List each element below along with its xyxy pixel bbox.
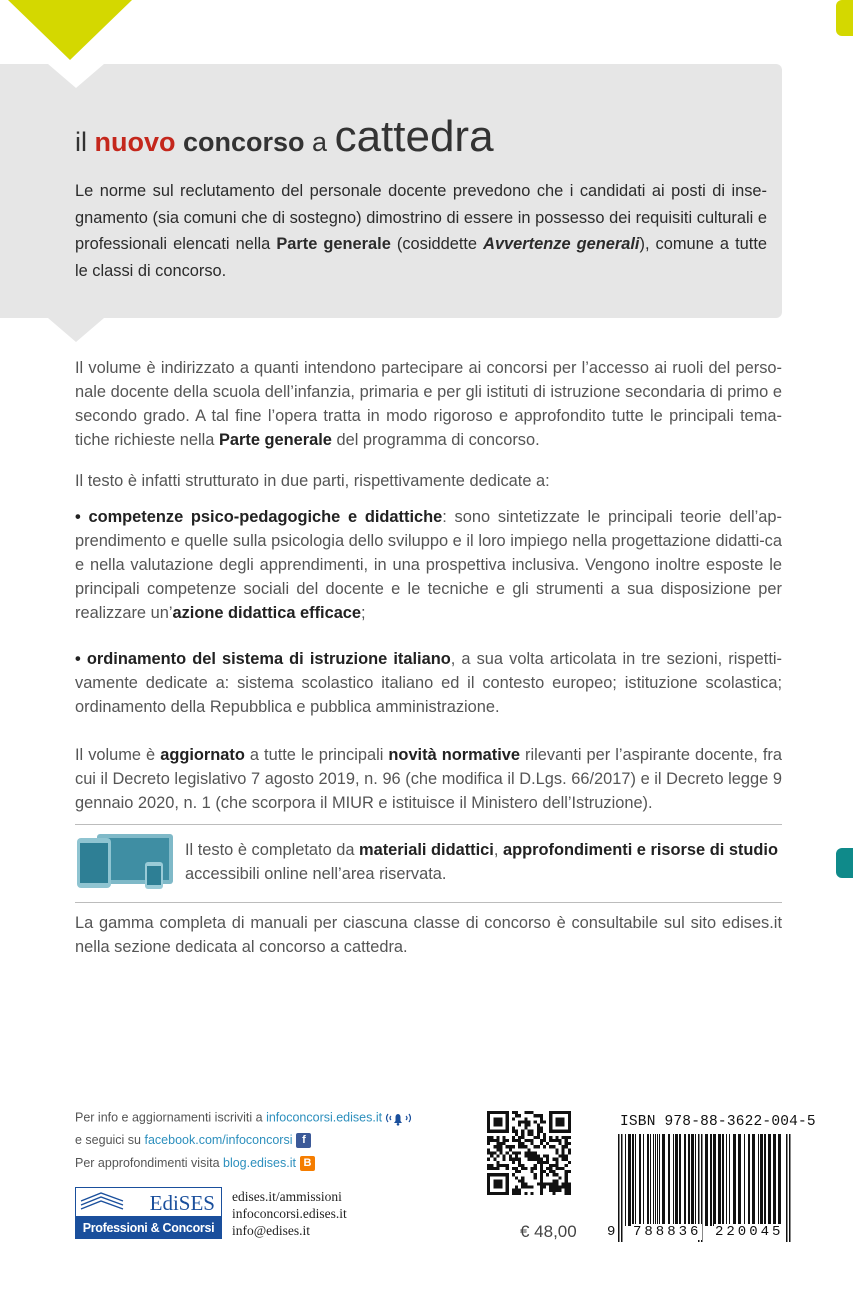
page-title bbox=[75, 112, 494, 162]
bullet-item-1 bbox=[75, 505, 782, 625]
header-notch-bottom bbox=[48, 318, 104, 342]
logo-tagline: Professioni & Concorsi bbox=[75, 1217, 222, 1239]
footer-line-facebook bbox=[75, 1133, 311, 1148]
intro-bold-italic: Avvertenze generali bbox=[483, 235, 640, 253]
bullet-item-2 bbox=[75, 647, 782, 719]
infoconcorsi-link[interactable]: infoconcorsi.edises.it bbox=[266, 1110, 383, 1125]
title-accent: nuovo bbox=[94, 127, 176, 157]
barcode-digits-left: 788836 bbox=[633, 1224, 702, 1240]
footer-text: Per approfondimenti visita bbox=[75, 1156, 223, 1170]
bullet-bold: ordinamento del sistema di istruzione italiano bbox=[86, 650, 451, 668]
header-notch-top bbox=[48, 64, 104, 88]
body-bold: Parte generale bbox=[218, 431, 332, 449]
bullet-bold: competenze psico-pedagogiche e didattiche bbox=[88, 508, 443, 526]
body-bold: novità normative bbox=[388, 746, 521, 764]
facebook-icon[interactable]: f bbox=[296, 1133, 311, 1148]
barcode bbox=[606, 1114, 816, 1242]
title-big: cattedra bbox=[334, 112, 494, 161]
price: € 48,00 bbox=[520, 1222, 577, 1241]
footer-line-blog bbox=[75, 1156, 315, 1171]
footer-text: e seguici su bbox=[75, 1133, 145, 1147]
body-bold: approfondimenti e risorse di studio bbox=[502, 841, 778, 859]
contact-email[interactable]: info@edises.it bbox=[232, 1223, 311, 1238]
body-bold: aggiornato bbox=[160, 746, 245, 764]
blogger-icon[interactable]: B bbox=[300, 1156, 315, 1171]
body-text: , bbox=[493, 841, 503, 859]
contact-ammissioni[interactable]: edises.it/ammissioni bbox=[232, 1189, 342, 1204]
blog-link[interactable]: blog.edises.it bbox=[223, 1156, 296, 1170]
qr-code[interactable] bbox=[484, 1108, 574, 1198]
divider bbox=[75, 902, 782, 903]
barcode-digit-lead: 9 bbox=[607, 1224, 616, 1240]
body-text: Il volume è bbox=[75, 746, 161, 764]
intro-text: ), comune a tutte le classi di concorso. bbox=[75, 235, 767, 280]
barcode-digits-right: 220045 bbox=[715, 1224, 784, 1240]
body-text: rilevanti per l’aspirante docente, fra cui il Decreto legislativo 7 agosto 2019, n. 96 (che modifica il D.Lgs. 66/2017) e il Decreto legge 9 gennaio 2020, n. 1 (che scorpora il MIUR e istituisce il Ministero dell’Istruzione). bbox=[75, 746, 783, 812]
title-part: concorso bbox=[175, 127, 313, 157]
body-text: Il volume è indirizzato a quanti intendono partecipare ai concorsi per l’accesso ai ruoli del perso-nale docente della scuola dell’infanzia, primaria e per gli istituti di istruzione secondaria di primo e secondo grado. A tal fine l’opera tratta in modo rigoroso e approfondito tutte le principali tema-tiche richieste nella bbox=[75, 359, 782, 449]
bullet-text: , a sua volta articolata in tre sezioni, rispetti-vamente dedicate a: sistema scolastico italiano ed il contesto europeo; istituzione scolastica; ordinamento della Repubblica e pubblica amministrazione. bbox=[75, 650, 783, 716]
edises-logo bbox=[75, 1187, 222, 1241]
body-bold: materiali didattici bbox=[359, 841, 494, 859]
online-resources-text bbox=[185, 838, 785, 886]
logo-top bbox=[75, 1187, 222, 1217]
body-paragraph-1 bbox=[75, 356, 782, 452]
body-text: Il testo è completato da bbox=[185, 841, 360, 859]
devices-icon bbox=[75, 832, 175, 890]
intro-text: (cosiddette bbox=[390, 235, 484, 253]
intro-paragraph bbox=[75, 178, 767, 284]
book-icon bbox=[79, 1189, 127, 1215]
intro-text: Le norme sul reclutamento del personale docente prevedono che i candidati ai posti di inse-gnamento (sia comuni che di sostegno) dimostrino di essere in possesso dei requisiti culturali e professionali elencati nella bbox=[75, 182, 767, 253]
body-text: Il testo è infatti strutturato in due parti, rispettivamente dedicate a: bbox=[75, 472, 550, 490]
barcode-digits bbox=[606, 1224, 800, 1242]
contacts bbox=[232, 1188, 347, 1239]
body-text: del programma di concorso. bbox=[331, 431, 540, 449]
title-part: il bbox=[75, 127, 95, 157]
edge-tab-yellow bbox=[836, 0, 853, 36]
facebook-link[interactable]: facebook.com/infoconcorsi bbox=[144, 1133, 293, 1147]
body-text: a tutte le principali bbox=[244, 746, 389, 764]
corner-triangle bbox=[8, 0, 132, 60]
footer-line-info bbox=[75, 1110, 411, 1126]
bullet-bold: azione didattica efficace bbox=[172, 604, 362, 622]
bullet-text: : sono sintetizzate le principali teorie dell’ap-prendimento e quelle sulla psicologia dello sviluppo e il loro impiego nella progettazione didatti-ca e nella valutazione degli apprendimenti, in una prospettiva inclusiva. Vengono inoltre esposte le principali competenze sociali del docente e le tecniche e gli strumenti a sua disposizione per realizzare un’ bbox=[75, 508, 782, 622]
footer-text: Per info e aggiornamenti iscriviti a bbox=[75, 1110, 267, 1125]
body-paragraph-2 bbox=[75, 469, 782, 493]
body-paragraph-4 bbox=[75, 911, 782, 959]
edge-tab-teal bbox=[836, 848, 853, 878]
contact-infoconcorsi[interactable]: infoconcorsi.edises.it bbox=[232, 1206, 347, 1221]
body-text: accessibili online nell’area riservata. bbox=[185, 865, 447, 883]
intro-bold: Parte generale bbox=[276, 235, 391, 253]
divider bbox=[75, 824, 782, 825]
logo-name: EdiSES bbox=[149, 1191, 215, 1215]
bullet-marker: • bbox=[75, 650, 87, 668]
title-part: a bbox=[312, 127, 335, 157]
isbn-label: ISBN 978-88-3622-004-5 bbox=[620, 1114, 816, 1130]
bullet-text: ; bbox=[361, 604, 366, 622]
bullet-marker: • bbox=[75, 508, 89, 526]
body-paragraph-3 bbox=[75, 743, 782, 815]
bell-icon bbox=[385, 1110, 411, 1126]
body-text: La gamma completa di manuali per ciascuna classe di concorso è consultabile sul sito edises.it nella sezione dedicata al concorso a cattedra. bbox=[75, 914, 782, 956]
